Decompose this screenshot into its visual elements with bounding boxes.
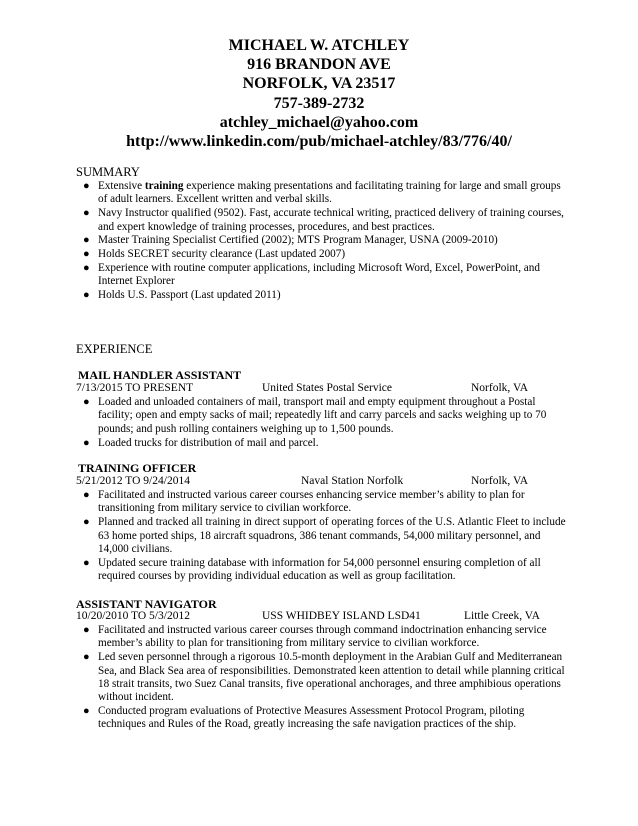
summary-heading: SUMMARY: [76, 165, 140, 179]
job-dates: 10/20/2010 TO 5/3/2012: [76, 610, 190, 622]
bullet-icon: ●: [83, 705, 90, 718]
job-bullet: ● Updated secure training database with information for 54,000 personnel ensuring completion of all required courses by providing individual education as well as group facilitation.: [83, 556, 541, 583]
job-meta: [76, 610, 566, 624]
job-dates: 7/13/2015 TO PRESENT: [76, 382, 194, 394]
job-bullet: ● Led seven personnel through a rigorous 10.5-month deployment in the Arabian Gulf and Mediterranean Sea, and Black Sea area of responsibilities. Demonstrated keen attention to detail while planning critical 18 strait transits, two Suez Canal transits, five operational anchorages, and three amphibious operations without incident.: [83, 651, 565, 704]
job-bullets: [76, 489, 566, 584]
job-location: Norfolk, VA: [471, 382, 529, 394]
job-bullet: ● Facilitated and instructed various career courses through command indoctrination enhancing service member’s ability to plan for transitioning from military service to civilian workforce.: [83, 624, 547, 650]
job-meta: [76, 475, 566, 489]
summary-list: [76, 180, 566, 302]
job-employer: United States Postal Service: [262, 382, 392, 394]
bullet-icon: ●: [83, 288, 90, 301]
job-bullet: ● Conducted program evaluations of Protective Measures Assessment Protocol Program, piloting techniques and Rules of the Road, greatly increasing the safe navigation practices of the ship.: [83, 705, 525, 731]
city-state-zip: NORFOLK, VA 23517: [242, 75, 396, 93]
job-location: Little Creek, VA: [464, 610, 540, 622]
email-address: atchley_michael@yahoo.com: [219, 113, 419, 131]
bullet-icon: ●: [83, 180, 90, 192]
job-dates: 5/21/2012 TO 9/24/2014: [76, 475, 190, 487]
summary-item: ● Extensive training experience making presentations and facilitating training for large and small groups of adult learners. Excellent written and verbal skills.: [83, 180, 561, 206]
summary-item: ● Experience with routine computer applications, including Microsoft Word, Excel, PowerPoint, and Internet Explorer: [83, 261, 540, 288]
job-bullets: [76, 396, 566, 450]
linkedin-url: http://www.linkedin.com/pub/michael-atchley/83/776/40/: [126, 133, 512, 151]
street-address: 916 BRANDON AVE: [247, 56, 391, 74]
job-title: MAIL HANDLER ASSISTANT: [78, 368, 242, 382]
bullet-icon: ●: [83, 234, 90, 247]
bullet-icon: ●: [83, 556, 90, 569]
summary-item: ● Master Training Specialist Certified (2002); MTS Program Manager, USNA (2009-2010): [83, 234, 498, 247]
job-meta: [76, 382, 566, 396]
job-employer: USS WHIDBEY ISLAND LSD41: [262, 610, 421, 622]
bullet-icon: ●: [83, 489, 90, 501]
job-employer: Naval Station Norfolk: [301, 475, 404, 487]
summary-item: ● Holds U.S. Passport (Last updated 2011): [83, 288, 281, 301]
job-bullet: ● Loaded trucks for distribution of mail and parcel.: [83, 436, 319, 449]
job-bullet: ● Planned and tracked all training in direct support of operating forces of the U.S. Atlantic Fleet to include 63 home ported ships, 18 aircraft squadrons, 386 tenant commands, 54,000 military personnel, and 14,000 civilians.: [83, 516, 566, 555]
bullet-icon: ●: [83, 207, 90, 220]
summary-item: ● Navy Instructor qualified (9502). Fast, accurate technical writing, practiced delivery of training courses, and expert knowledge of training processes, procedures, and best practices.: [83, 207, 564, 233]
summary-item: ● Holds SECRET security clearance (Last updated 2007): [83, 247, 346, 260]
job-bullets: [76, 624, 566, 732]
experience-heading: EXPERIENCE: [76, 342, 153, 356]
bullet-icon: ●: [83, 651, 90, 664]
bullet-icon: ●: [83, 624, 90, 636]
contact-header: [0, 36, 638, 151]
job-bullet: ● Facilitated and instructed various career courses enhancing service member’s ability to plan for transitioning from military service to civilian workforce.: [83, 489, 525, 515]
job-location: Norfolk, VA: [471, 475, 529, 487]
bullet-icon: ●: [83, 516, 90, 529]
bullet-icon: ●: [83, 396, 90, 408]
bullet-icon: ●: [83, 261, 90, 274]
bullet-icon: ●: [83, 436, 90, 449]
job-title: TRAINING OFFICER: [78, 461, 197, 475]
phone-number: 757-389-2732: [273, 94, 365, 112]
job-bullet: ● Loaded and unloaded containers of mail, transport mail and empty equipment throughout a Postal facility; open and empty sacks of mail; repeatedly lift and carry parcels and sacks weighing up to 70 pounds; and push rolling containers weighing up to 1,500 pounds.: [83, 396, 547, 435]
candidate-name: MICHAEL W. ATCHLEY: [228, 37, 410, 54]
job-title: ASSISTANT NAVIGATOR: [76, 597, 217, 611]
bullet-icon: ●: [83, 247, 90, 260]
